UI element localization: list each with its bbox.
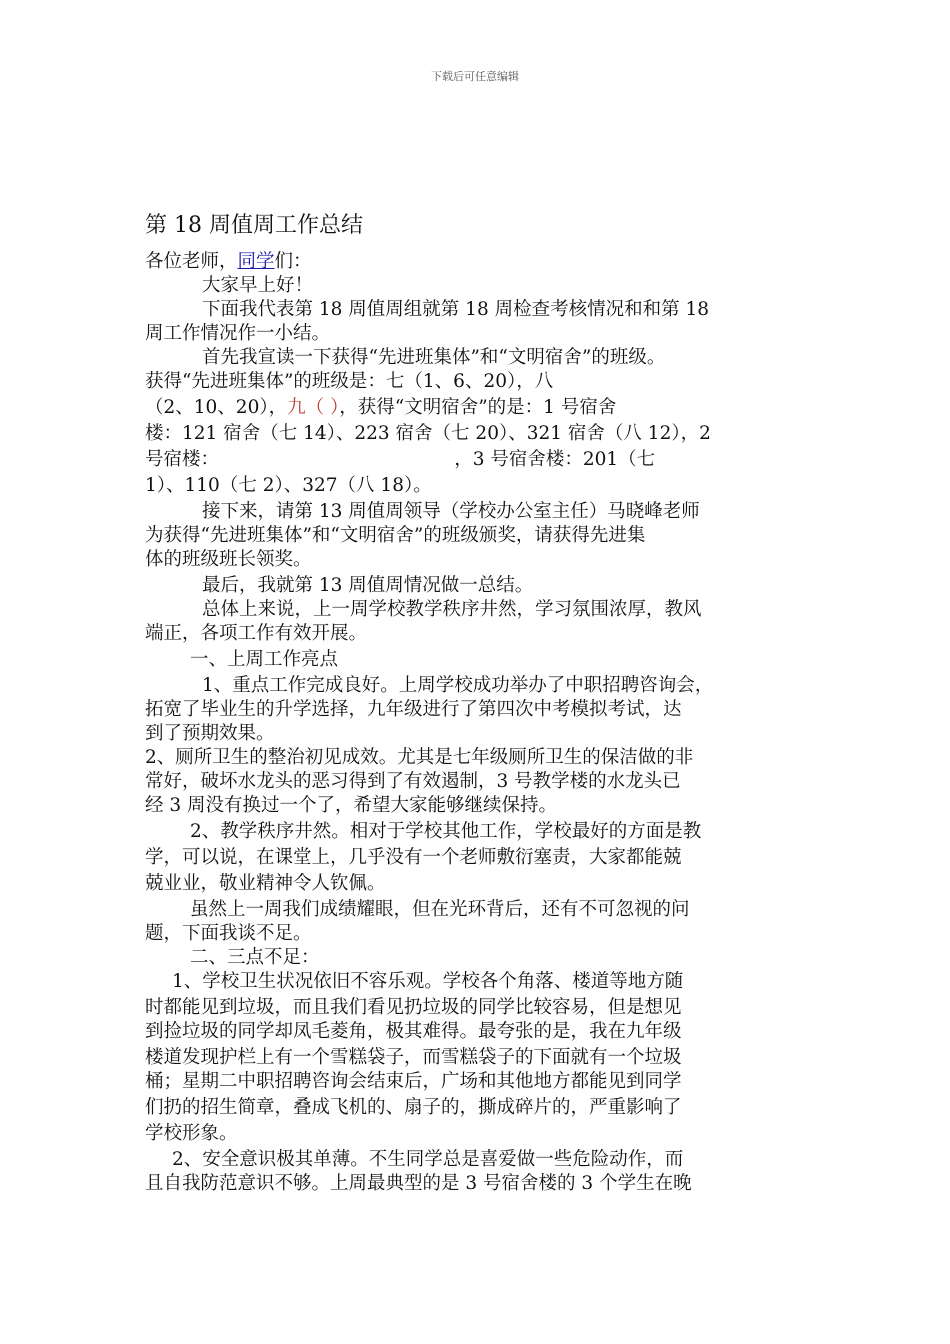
paragraph-line: 们扔的招生简章，叠成飞机的、扇子的，撕成碎片的，严重影响了	[145, 1097, 682, 1118]
paragraph-line: 经 3 周没有换过一个了，希望大家能够继续保持。	[145, 795, 558, 816]
line-segment: ，获得“文明宿舍”的是：1 号宿舍	[339, 397, 617, 418]
paragraph-line: 且自我防范意识不够。上周最典型的是 3 号宿舍楼的 3 个学生在晚	[145, 1173, 692, 1194]
paragraph-line: 获得“先进班集体”的班级是：七（1、6、20），八	[145, 371, 554, 392]
paragraph-line: 1、学校卫生状况依旧不容乐观。学校各个角落、楼道等地方随	[172, 971, 684, 992]
paragraph-line: 总体上来说，上一周学校教学秩序井然，学习氛围浓厚，教风	[202, 599, 702, 620]
paragraph-line: 到捡垃圾的同学却凤毛菱角，极其难得。最夸张的是，我在九年级	[145, 1021, 682, 1042]
greeting-post: 们：	[274, 251, 312, 272]
paragraph-line	[145, 396, 616, 420]
paragraph-line: 最后，我就第 13 周值周情况做一总结。	[202, 575, 534, 596]
paragraph-line: 题，下面我谈不足。	[145, 923, 312, 944]
section-heading: 二、三点不足：	[190, 947, 320, 968]
paragraph-line: 常好，破坏水龙头的恶习得到了有效遏制，3 号教学楼的水龙头已	[145, 771, 681, 792]
paragraph-line: 2、安全意识极其单薄。不生同学总是喜爱做一些危险动作，而	[172, 1149, 684, 1170]
paragraph-line: 2、教学秩序井然。相对于学校其他工作，学校最好的方面是教	[190, 821, 702, 842]
paragraph-line: 拓宽了毕业生的升学选择，九年级进行了第四次中考模拟考试，达	[145, 699, 682, 720]
page-title: 第 18 周值周工作总结	[145, 213, 363, 238]
greeting-link[interactable]: 同学	[237, 251, 275, 272]
paragraph-line: 周工作情况作一小结。	[145, 323, 331, 344]
paragraph-line: 1）、110（七 2）、327（八 18）。	[145, 475, 432, 496]
paragraph-line: 为获得“先进班集体”和“文明宿舍”的班级颁奖，请获得先进集	[145, 525, 646, 546]
paragraph-line: 学校形象。	[145, 1123, 238, 1144]
greeting-pre: 各位老师，	[145, 251, 238, 272]
paragraph-line: 楼：121 宿舍（七 14）、223 宿舍（七 20）、321 宿舍（八 12），2	[145, 423, 711, 444]
paragraph-line: 体的班级班长领奖。	[145, 549, 312, 570]
paragraph-line: 1、重点工作完成良好。上周学校成功举办了中职招聘咨询会，	[202, 675, 714, 696]
line-segment: （2、10、20），	[145, 397, 288, 418]
paragraph-line: 端正，各项工作有效开展。	[145, 623, 368, 644]
paragraph-line: 接下来，请第 13 周值周领导（学校办公室主任）马晓峰老师	[202, 501, 700, 522]
highlighted-class: 九（ ）	[287, 397, 340, 418]
paragraph-line: 到了预期效果。	[145, 723, 275, 744]
paragraph-line: 桶；星期二中职招聘咨询会结束后，广场和其他地方都能见到同学	[145, 1071, 682, 1092]
paragraph-line: 学，可以说，在课堂上，几乎没有一个老师敷衍塞责，大家都能兢	[145, 847, 682, 868]
paragraph-line: 兢业业，敬业精神令人钦佩。	[145, 873, 386, 894]
section-heading: 一、上周工作亮点	[190, 649, 339, 670]
paragraph-line: 大家早上好！	[202, 275, 314, 296]
paragraph-line: 楼道发现护栏上有一个雪糕袋子，而雪糕袋子的下面就有一个垃圾	[145, 1047, 682, 1068]
paragraph-line: 时都能见到垃圾，而且我们看见扔垃圾的同学比较容易，但是想见	[145, 997, 682, 1018]
paragraph-line: 虽然上一周我们成绩耀眼，但在光环背后，还有不可忽视的问	[190, 899, 690, 920]
paragraph-line: 2、厕所卫生的整治初见成效。尤其是七年级厕所卫生的保洁做的非	[145, 747, 694, 768]
paragraph-line: 下面我代表第 18 周值周组就第 18 周检查考核情况和和第 18	[202, 299, 710, 320]
paragraph-line: 首先我宣读一下获得“先进班集体”和“文明宿舍”的班级。	[202, 347, 666, 368]
header-note: 下载后可任意编辑	[431, 70, 519, 83]
paragraph-line: 号宿楼： ，3 号宿舍楼：201（七	[145, 449, 656, 470]
greeting-line	[145, 250, 312, 274]
